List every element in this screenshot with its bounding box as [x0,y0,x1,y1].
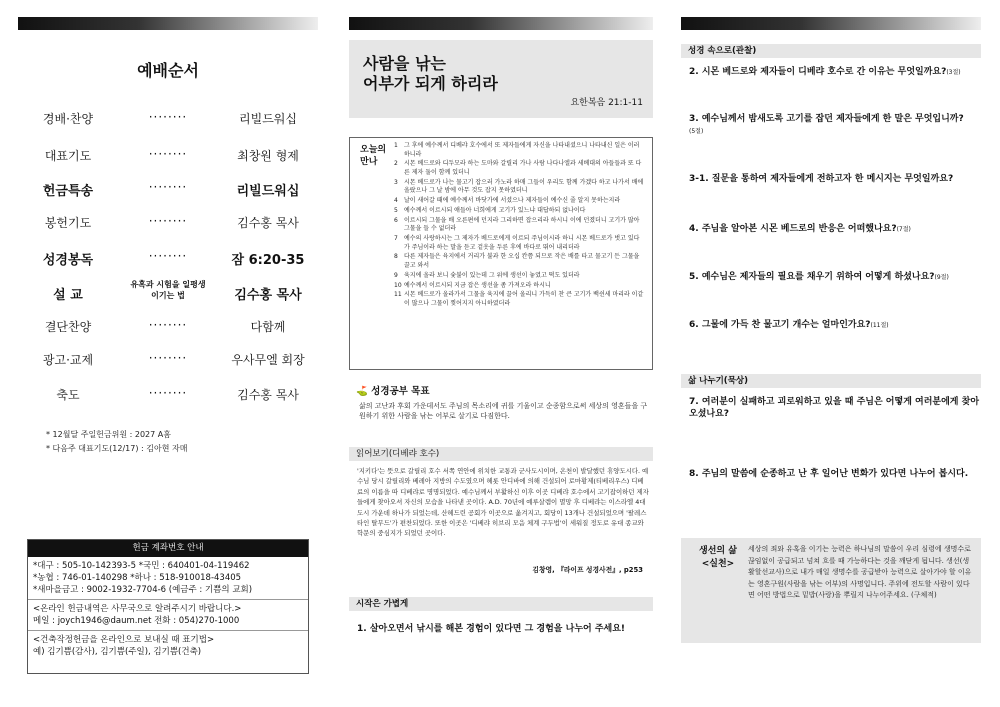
question-7: 7. 여러분이 실패하고 괴로워하고 있을 때 주님은 어떻게 여러분에게 찾아오셨나요? [689,397,980,419]
worship-item-name: 광고·교제 [42,353,94,367]
account-line: *농협 : 746-01-140298 *하나 : 518-910018-43405 [33,573,242,583]
reading-text: '지키다'는 뜻으로 갈릴리 호수 서쪽 연안에 위치한 교통과 군사도시이며, 온천이 발달했던 휴양도시다. 예수님 당시 갈릴리와 베레아 지방의 수도였으며 헤롯 안디바에 의해 건설되어 로마황제(티베리우스) 디베료의 이름을 따 디베랴로 명명되었다. 예수님께서 부활하신 이후 이곳 디베랴 호수에서 고기잡이하던 제자들에게 찾아오셔 자신의 모습을 나타낸 곳이다. A.D. 70년에 예루살렘이 멸망 후 디베랴는 이스라엘 4대 도시 가운데 하나가 되었는데, 산헤드린 공회가 이곳으로 옮겨지고, 회당이 13개나 건설되었으며 '팔레스타인 탈무드'가 편찬되었다. 또한 이곳은 '디베랴 히브리 모음 체계 구두법'이 세워질 정도로 유대 종교와 학문의 중심지가 되었던 곳이다. [357,467,649,538]
scripture-reference: 요한복음 21:1-11 [570,98,643,108]
verse-text: 다른 제자들은 육지에서 거리가 불과 한 오십 칸쯤 되므로 작은 배를 타고 물고기 든 그물을 끌고 와서 [404,253,640,270]
worship-row [18,318,318,342]
verse-item [394,179,644,196]
verse-number: 6 [394,216,398,224]
scripture-box [349,137,653,370]
worship-dots: ········ [148,180,188,194]
worship-item-person: 김수홍 목사 [237,216,299,230]
question-2 [689,66,979,79]
question-6 [689,319,979,332]
goal-heading-text: 성경공부 목표 [371,386,430,397]
verse-number: 1 [394,142,398,149]
worship-item-name: 결단찬양 [44,320,92,334]
question-text: 3. 예수님께서 밤새도록 고기를 잡던 제자들에게 한 말은 무엇입니까? [689,114,964,124]
worship-row [18,147,318,171]
verse-item [394,160,644,177]
study-title-line: 사람을 낚는 [363,54,446,73]
verse-number: 3 [394,178,398,186]
worship-title: 예배순서 [137,61,199,80]
study-column [349,0,653,707]
worship-dots: ········ [148,318,188,332]
verse-number: 7 [394,235,398,243]
worship-dots: ········ [148,351,188,365]
worship-note: * 다음주 대표기도(12/17) : 김아현 자매 [46,444,188,453]
worship-row [18,351,318,375]
question-ref: (5절) [689,128,704,135]
verse-text: 예수의 사랑하시는 그 제자가 베드로에게 이르되 주님이시라 하니 시몬 베드로가 벗고 있다가 주님이라 하는 말을 듣고 겉옷을 두른 후에 바다로 뛰어 내리더라 [404,235,640,251]
verse-number: 10 [394,281,402,289]
verse-text: 예수께서 이르시되 얘들아 너희에게 고기가 있느냐 대답하되 없나이다 [404,206,586,214]
goal-text: 삶의 고난과 후회 가운데서도 주님의 목소리에 귀를 기울이고 순종함으로써 세상의 영혼들을 구원하기 위한 사람을 낚는 어부로 살기로 다짐한다. [359,402,648,420]
study-title-line: 어부가 되게 하리라 [363,74,498,93]
verse-item [394,217,644,234]
verse-item [394,253,644,270]
verse-list [394,142,644,310]
worship-item-person: 최창원 형제 [237,149,299,163]
question-3-1 [689,173,979,185]
flag-icon: ⛳ [356,386,368,397]
worship-item-person: 리빌드워십 [239,112,297,126]
question-ref: (3절) [946,69,961,76]
online-head: <온라인 헌금내역은 사무국으로 알려주시기 바랍니다.> [33,604,242,614]
life-heading: 삶 나누기(묵상) [681,374,981,388]
verse-text: 날이 새어갈 때에 예수께서 바닷가에 서셨으나 제자들이 예수신 줄 알지 못하는지라 [404,197,621,205]
verse-text: 시몬 베드로가 나는 물고기 잡으러 가노라 하매 그들이 우리도 함께 가겠다 하고 나가서 배에 올랐으나 그 날 밤에 아무 것도 잡지 못하였더니 [404,178,644,195]
verse-text: 육지에 올라 보니 숯불이 있는데 그 위에 생선이 놓였고 떡도 있더라 [404,271,580,279]
verse-item [394,282,644,291]
question-5 [689,271,979,284]
verse-item [394,235,644,252]
offering-building [28,631,308,661]
build-head: <건축작정헌금을 온라인으로 보내실 때 표기법> [33,635,215,645]
question-text: 3-1. 질문을 통하여 제자들에게 전하고자 한 메시지는 무엇일까요? [689,174,954,184]
verse-item [394,291,644,308]
verse-item [394,142,644,159]
question-text: 2. 시몬 베드로와 제자들이 디베랴 호수로 간 이유는 무엇일까요? [689,67,947,77]
question-4 [689,223,979,236]
verse-number: 11 [394,291,402,299]
question-ref: (7절) [896,226,911,233]
worship-note: * 12월달 주일헌금위원 : 2027 A홈 [46,430,171,439]
online-body: 메일 : joych1946@daum.net 전화 : 054)270-1000 [33,616,240,626]
worship-item-person: 다함께 [250,320,286,334]
worship-dots: ········ [148,249,188,263]
worship-item-person: 잠 6:20-35 [231,253,305,268]
observation-heading: 성경 속으로(관찰) [681,44,981,58]
verse-item [394,197,644,206]
worship-item-person: 김수홍 목사 [234,288,302,303]
verse-text: 예수께서 이르시되 지금 잡은 생선을 좀 가져오라 하시니 [404,281,551,289]
build-body: 예) 김기쁨(감사), 김기쁨(주일), 김기쁨(건축) [33,647,202,657]
question-text: 6. 그물에 가득 찬 물고기 개수는 얼마인가요? [689,320,871,330]
worship-item-name: 축도 [56,388,80,402]
offering-accounts [28,557,308,600]
worship-item-person: 우사무엘 회장 [231,353,305,367]
worship-item-name: 성경봉독 [42,253,94,268]
worship-item-name: 봉헌기도 [44,216,92,230]
application-box [681,538,981,643]
worship-row [18,214,318,238]
start-heading: 시작은 가볍게 [349,597,653,611]
worship-row [18,180,318,204]
worship-row [18,110,318,134]
goal-heading [356,383,430,397]
account-line: *대구 : 505-10-142393-5 *국민 : 640401-04-119462 [33,561,250,571]
question-3 [689,113,979,138]
account-line: *새마을금고 : 9002-1932-7704-6 (예금주 : 기쁨의 교회) [33,585,253,595]
offering-info-box [27,539,309,674]
verse-text: 시몬 베드로가 올라가서 그물을 육지에 끌어 올리니 가득히 찬 큰 고기가 백쉰세 마리라 이같이 많으나 그물이 찢어지지 아니하였더라 [404,291,644,307]
verse-text: 이르시되 그물을 배 오른편에 던지라 그리하면 잡으리라 하시니 이에 던졌더니 고기가 많아 그물을 들 수 없더라 [404,216,640,233]
worship-row [18,386,318,410]
worship-dots: ········ [148,386,188,400]
worship-item-name: 설 교 [53,288,83,303]
verse-number: 5 [394,206,398,214]
question-text: 4. 주님을 알아본 시몬 베드로의 반응은 어떠했나요? [689,224,897,234]
application-label-line: 생선의 삶 [699,546,737,556]
question-8: 8. 주님의 말씀에 순종하고 난 후 일어난 변화가 있다면 나누어 봅시다. [689,469,969,479]
worship-item-name: 경배·찬양 [42,112,94,126]
worship-dots: ········ [148,214,188,228]
worship-row [18,280,318,308]
question-text: 5. 예수님은 제자들의 필요를 채우기 위하여 어떻게 하셨나요? [689,272,935,282]
worship-dots: ········ [148,147,188,161]
study-title-box [349,40,653,118]
offering-online [28,600,308,631]
study-title [363,54,498,94]
verse-text: 시몬 베드로와 디두모라 하는 도마와 갈릴리 가나 사람 나다나엘과 세베대의 아들들과 또 다른 제자 둘이 함께 있더니 [404,160,642,176]
meet-label: 오늘의 만나 [360,145,387,167]
worship-item-name: 헌금특송 [42,184,94,199]
application-text: 세상의 죄와 유혹을 이기는 능력은 하나님의 말씀이 우리 심령에 생명수로 끊임없이 공급되고 넘쳐 흐를 때 가능하다는 것을 깨닫게 됩니다. 생선(생활할선교사)으로 내가 매일 생명수를 공급받아 능력으로 살아가야 할 이유는 영혼구원(사람을 낚는 어부)의 사명입니다. 주위에 전도할 사람이 있다면 어떤 방법으로 밑밥(사랑)을 뿌릴지 나누어주세요. (구체적) [748,545,972,599]
worship-row [18,249,318,273]
verse-text: 그 후에 예수께서 디베랴 호수에서 또 제자들에게 자신을 나타내셨으니 나타내신 일은 이러하니라 [404,142,640,158]
verse-number: 2 [394,160,398,168]
question-ref: (9절) [934,274,949,281]
verse-item [394,272,644,281]
application-label-line: <실천> [701,559,735,569]
verse-number: 9 [394,271,398,279]
worship-item-person: 리빌드워십 [236,184,300,199]
reading-heading: 읽어보기(디베랴 호수) [349,447,653,461]
worship-item-name: 대표기도 [44,149,92,163]
application-label [693,545,743,571]
worship-item-person: 김수홍 목사 [237,388,299,402]
verse-item [394,207,644,216]
worship-dots: ········ [148,110,188,124]
verse-number: 8 [394,253,398,261]
sermon-title: 유혹과 시험을 일평생 이기는 법 [130,280,206,300]
question-1: 1. 살아오면서 낚시를 해본 경험이 있다면 그 경험을 나누어 주세요! [357,624,626,634]
reading-source: 김창영, 『라이프 성경사전』, p253 [532,566,643,574]
verse-number: 4 [394,197,398,205]
offering-head: 헌금 계좌번호 안내 [28,540,308,557]
questions-column [681,0,981,707]
question-ref: (11절) [870,322,889,329]
